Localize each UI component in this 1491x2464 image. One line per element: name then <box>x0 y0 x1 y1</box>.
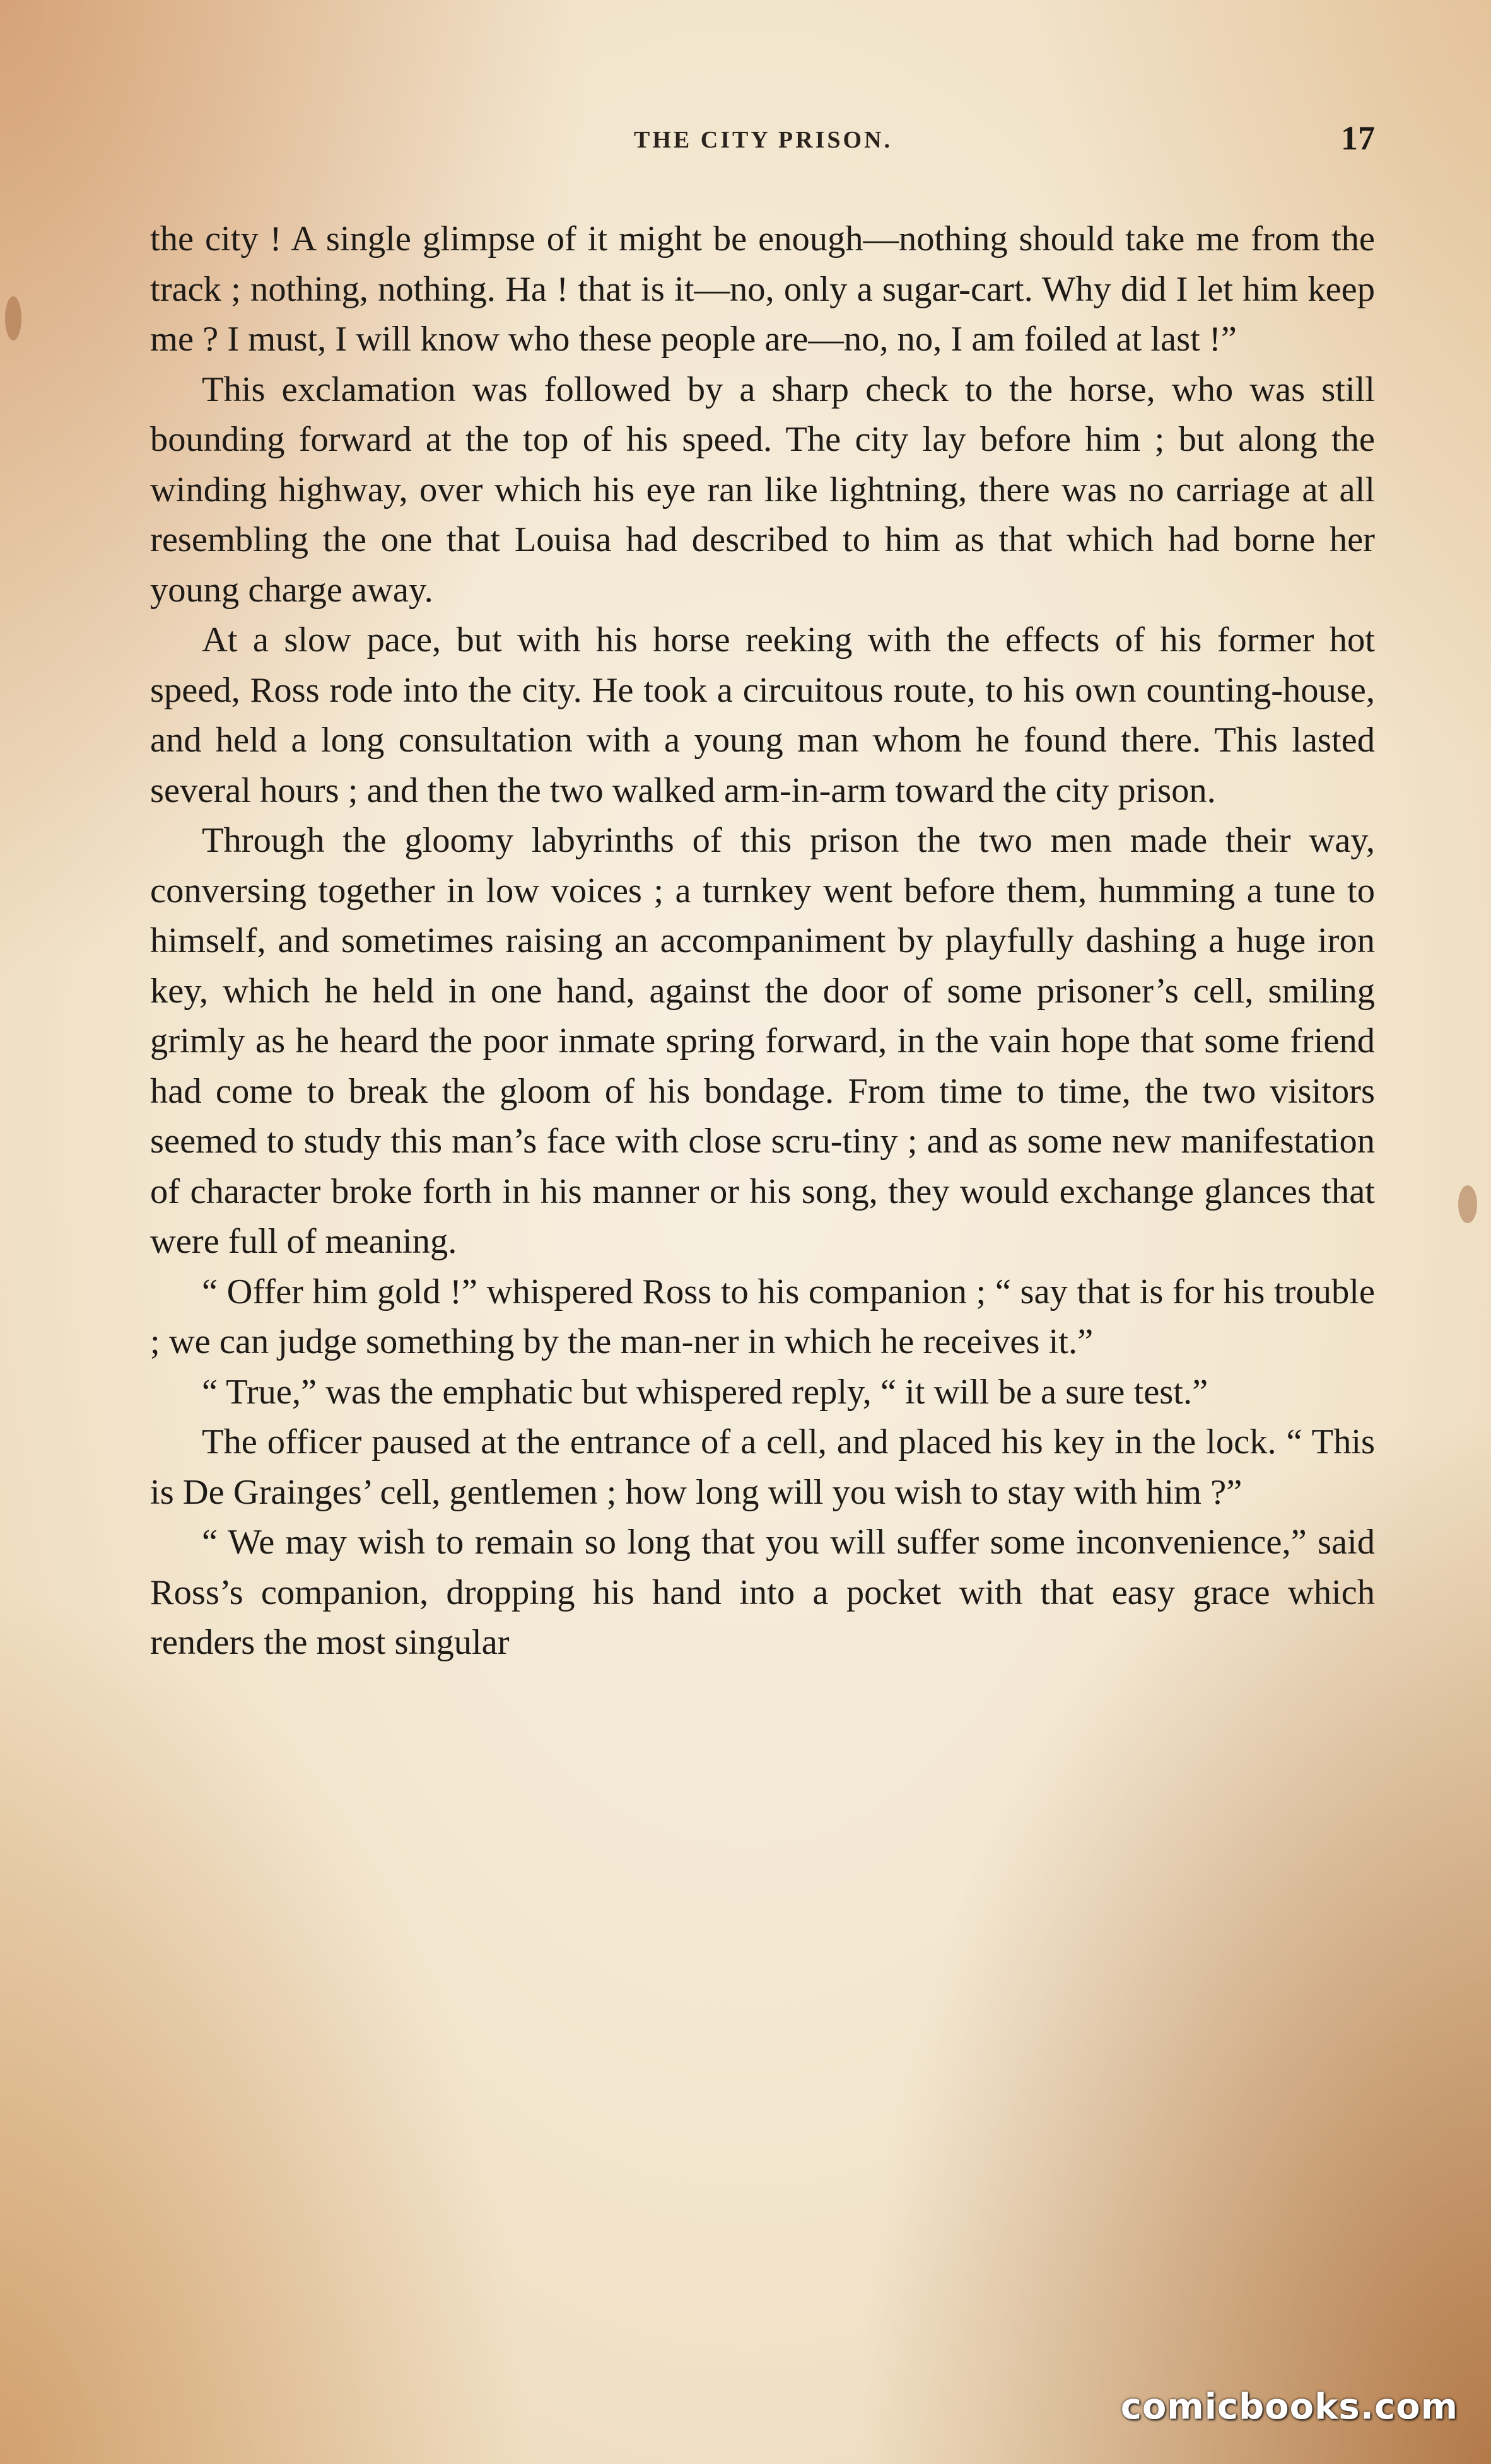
paper-stain <box>5 296 21 340</box>
paragraph: At a slow pace, but with his horse reeking with the effects of his former hot speed, Ross rode into the city. He took a circuitous route, to his own counting-house, and held a long consultation with a young man whom he found there. This lasted several hours ; and then the two walked arm-in-arm toward the city prison. <box>150 620 1375 810</box>
site-watermark: comicbooks.com <box>1120 2386 1458 2427</box>
paragraph: Through the gloomy labyrinths of this prison the two men made their way, conversing together in low voices ; a turnkey went before them, humming a tune to himself, and sometimes raising an accompaniment by playfully dashing a huge iron key, which he held in one hand, against the door of some prisoner’s cell, smiling grimly as he heard the poor inmate spring forward, in the vain hope that some friend had come to break the gloom of his bondage. From time to time, the two visitors seemed to study this man’s face with close scru-tiny ; and as some new manifestation of character broke forth in his manner or his song, they would exchange glances that were full of meaning. <box>150 821 1375 1261</box>
paragraph: The officer paused at the entrance of a cell, and placed his key in the lock. “ This is De Grainges’ cell, gentlemen ; how long will you wish to stay with him ?” <box>150 1422 1375 1512</box>
running-head: THE CITY PRISON. <box>634 127 892 153</box>
paragraph: “ True,” was the emphatic but whispered reply, “ it will be a sure test.” <box>202 1372 1208 1412</box>
paragraph: “ Offer him gold !” whispered Ross to his companion ; “ say that is for his trouble ; we can judge something by the man-ner in which he receives it.” <box>150 1272 1375 1361</box>
body-text <box>150 214 1375 1668</box>
page-number: 17 <box>1341 119 1375 157</box>
paragraph: “ We may wish to remain so long that you will suffer some inconvenience,” said Ross’s companion, dropping his hand into a pocket with that easy grace which renders the most singular <box>150 1523 1375 1662</box>
paragraph: the city ! A single glimpse of it might be enough—nothing should take me from the track ; nothing, nothing. Ha ! that is it—no, only a sugar-cart. Why did I let him keep me ? I must, I will know who these people are—no, no, I am foiled at last !” <box>150 219 1375 359</box>
paper-stain <box>1458 1185 1477 1223</box>
page-header <box>151 119 1375 169</box>
paragraph: This exclamation was followed by a sharp check to the horse, who was still bounding forward at the top of his speed. The city lay before him ; but along the winding highway, over which his eye ran like lightning, there was no carriage at all resembling the one that Louisa had described to him as that which had borne her young charge away. <box>150 369 1375 610</box>
